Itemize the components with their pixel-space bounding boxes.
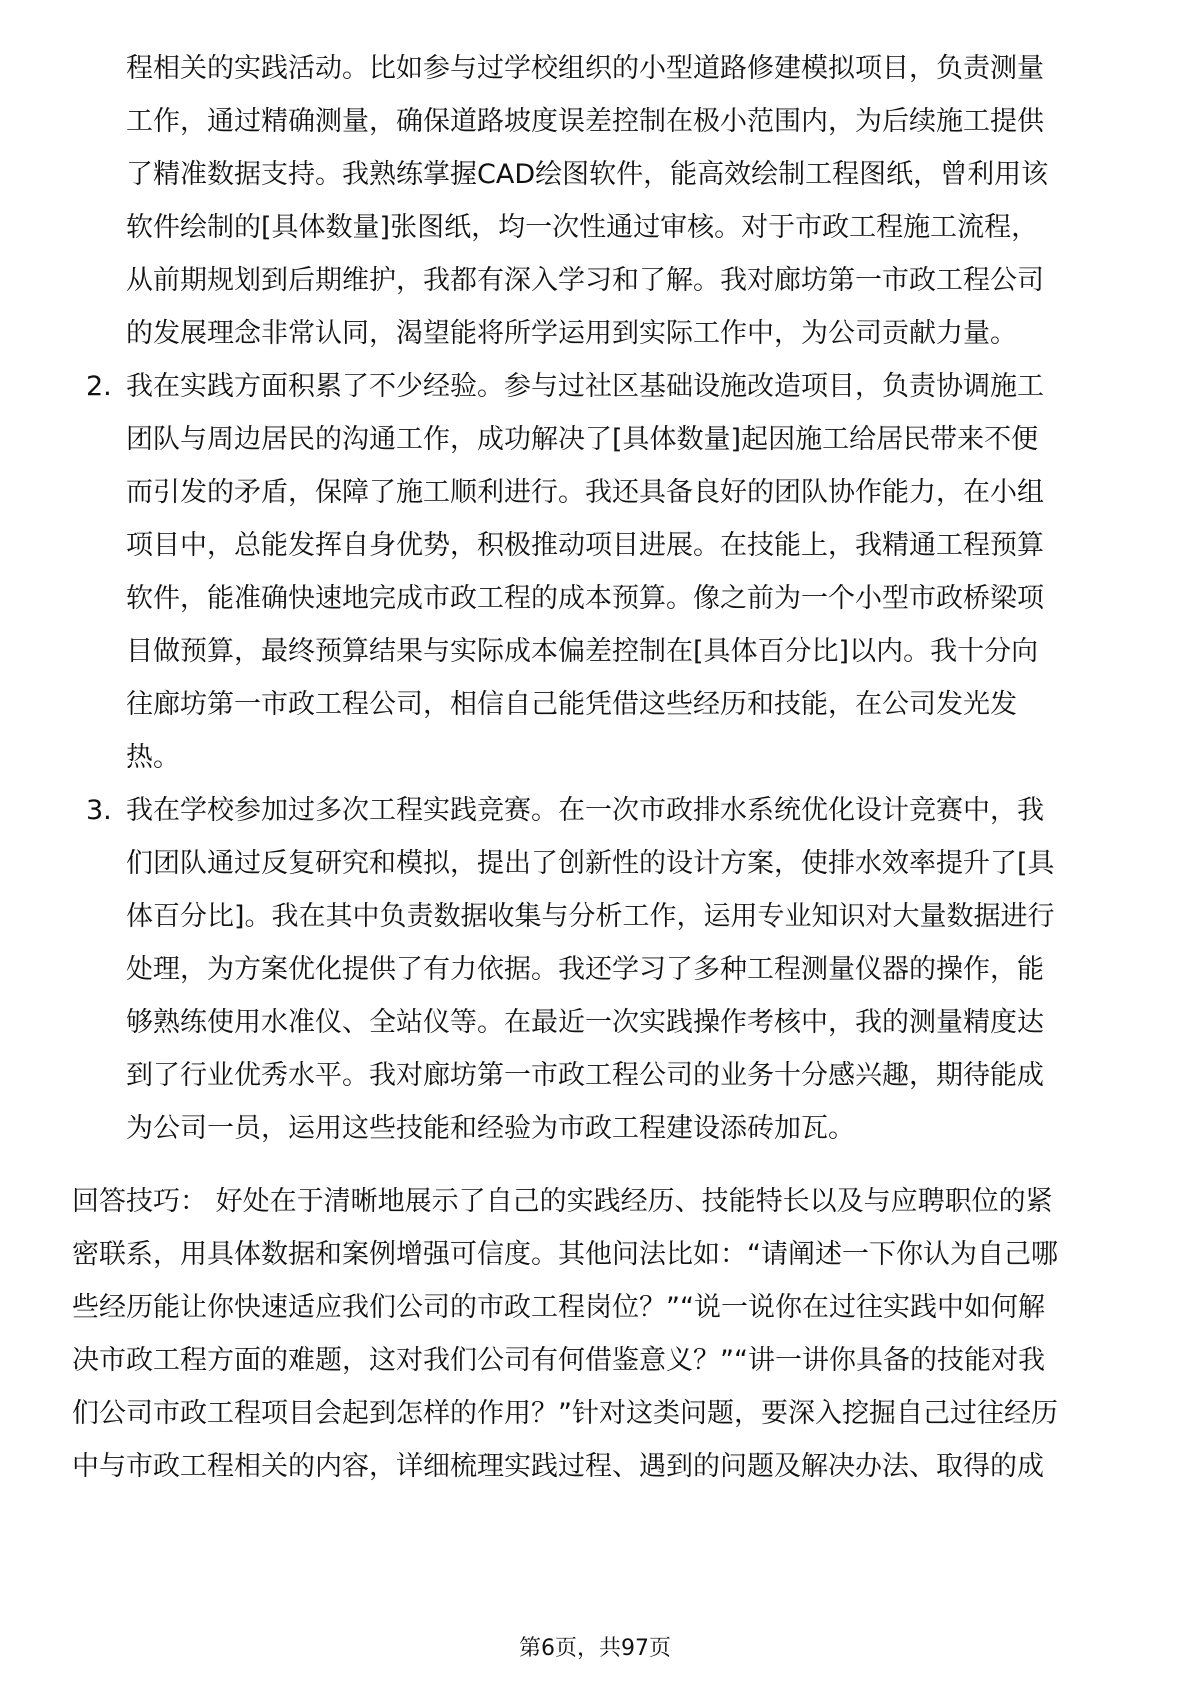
paragraph-line: 从前期规划到后期维护，我都有深入学习和了解。我对廊坊第一市政工程公司 <box>126 265 1044 296</box>
paragraph-line: 了精准数据支持。我熟练掌握CAD绘图软件，能高效绘制工程图纸，曾利用该 <box>126 159 1049 190</box>
paragraph-line: 我在学校参加过多次工程实践竞赛。在一次市政排水系统优化设计竞赛中，我 <box>126 795 1044 826</box>
paragraph-line: 体百分比]。我在其中负责数据收集与分析工作，运用专业知识对大量数据进行 <box>126 901 1055 932</box>
paragraph-line: 目做预算，最终预算结果与实际成本偏差控制在[具体百分比]以内。我十分向 <box>126 636 1039 667</box>
paragraph-line: 们团队通过反复研究和模拟，提出了创新性的设计方案，使排水效率提升了[具 <box>126 848 1055 879</box>
paragraph-line: 热。 <box>126 742 180 773</box>
list-item-number: 3. <box>86 795 112 826</box>
paragraph-line: 软件绘制的[具体数量]张图纸，均一次性通过审核。对于市政工程施工流程， <box>126 212 1039 243</box>
tips-line: 们公司市政工程项目会起到怎样的作用？”针对这类问题，要深入挖掘自己过往经历 <box>72 1398 1058 1429</box>
paragraph-line: 我在实践方面积累了不少经验。参与过社区基础设施改造项目，负责协调施工 <box>126 371 1044 402</box>
paragraph-line: 软件，能准确快速地完成市政工程的成本预算。像之前为一个小型市政桥梁项 <box>126 583 1044 614</box>
tips-line: 回答技巧： 好处在于清晰地展示了自己的实践经历、技能特长以及与应聘职位的紧 <box>72 1186 1053 1217</box>
paragraph-line: 往廊坊第一市政工程公司，相信自己能凭借这些经历和技能，在公司发光发 <box>126 689 1017 720</box>
tips-line: 密联系，用具体数据和案例增强可信度。其他问法比如：“请阐述一下你认为自己哪 <box>72 1239 1058 1270</box>
paragraph-line: 够熟练使用水准仪、全站仪等。在最近一次实践操作考核中，我的测量精度达 <box>126 1007 1044 1038</box>
tips-line: 些经历能让你快速适应我们公司的市政工程岗位？”“说一说你在过往实践中如何解 <box>72 1292 1045 1323</box>
page-number: 第6页，共97页 <box>519 1636 671 1661</box>
paragraph-line: 为公司一员，运用这些技能和经验为市政工程建设添砖加瓦。 <box>126 1113 855 1144</box>
paragraph-line: 工作，通过精确测量，确保道路坡度误差控制在极小范围内，为后续施工提供 <box>126 106 1044 137</box>
paragraph-line: 团队与周边居民的沟通工作，成功解决了[具体数量]起因施工给居民带来不便 <box>126 424 1039 455</box>
paragraph-line: 程相关的实践活动。比如参与过学校组织的小型道路修建模拟项目，负责测量 <box>126 53 1044 84</box>
paragraph-line: 到了行业优秀水平。我对廊坊第一市政工程公司的业务十分感兴趣，期待能成 <box>126 1060 1044 1091</box>
tips-line: 决市政工程方面的难题，这对我们公司有何借鉴意义？”“讲一讲你具备的技能对我 <box>72 1345 1045 1376</box>
paragraph-line: 的发展理念非常认同，渴望能将所学运用到实际工作中，为公司贡献力量。 <box>126 318 1017 349</box>
paragraph-line: 项目中，总能发挥自身优势，积极推动项目进展。在技能上，我精通工程预算 <box>126 530 1044 561</box>
paragraph-line: 处理，为方案优化提供了有力依据。我还学习了多种工程测量仪器的操作，能 <box>126 954 1044 985</box>
tips-line: 中与市政工程相关的内容，详细梳理实践过程、遇到的问题及解决办法、取得的成 <box>72 1451 1044 1482</box>
list-item-number: 2. <box>86 371 112 402</box>
paragraph-line: 而引发的矛盾，保障了施工顺利进行。我还具备良好的团队协作能力，在小组 <box>126 477 1044 508</box>
